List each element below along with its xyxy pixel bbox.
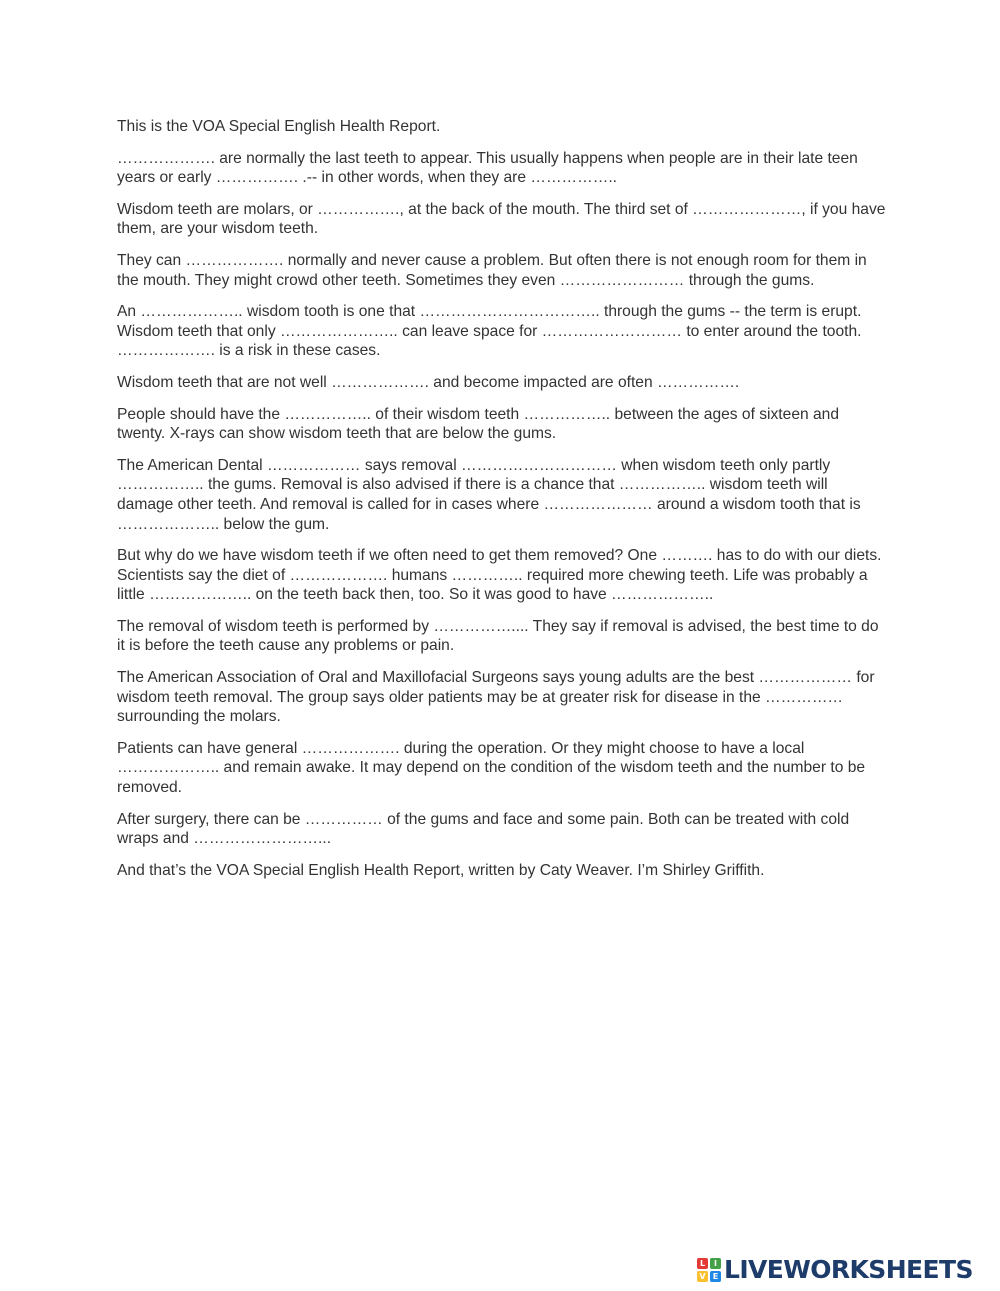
paragraph-5: Wisdom teeth that are not well ………………. and become impacted are often …………….	[117, 373, 740, 391]
paragraph-10: The American Association of Oral and Maxillofacial Surgeons says young adults are the best ……………… for wisdom teeth removal. The group says older patients may be at greater risk for disease in the …………… surrounding the molars.	[117, 669, 875, 726]
paragraph-9: The removal of wisdom teeth is performed by …………….... They say if removal is advised, the best time to do it is before the teeth cause any problems or pain.	[117, 617, 879, 655]
paragraph-4: An ……………….. wisdom tooth is one that …………………………….. through the gums -- the term is erupt. Wisdom teeth that only ………………….. can leave space for ……………………… to enter around the tooth. ………………. is a risk in these cases.	[117, 303, 862, 360]
paragraph-1: ………………. are normally the last teeth to appear. This usually happens when people are in their late teen years or early ……………. .-- in other words, when they are ……………..	[117, 149, 858, 187]
paragraph-3: They can ………………. normally and never cause a problem. But often there is not enough room for them in the mouth. They might crowd other teeth. Sometimes they even …………………… through the gums.	[117, 251, 867, 289]
paragraph-2: Wisdom teeth are molars, or ……………., at the back of the mouth. The third set of …………………, if you have them, are your wisdom teeth.	[117, 200, 886, 238]
liveworksheets-logo	[697, 1257, 973, 1283]
logo-badge-letter-e: E	[710, 1271, 721, 1282]
paragraph-6: People should have the …………….. of their wisdom teeth …………….. between the ages of sixteen and twenty. X-rays can show wisdom teeth that are below the gums.	[117, 405, 840, 443]
paragraph-intro: This is the VOA Special English Health Report.	[117, 118, 441, 135]
logo-badge-letter-l: L	[697, 1258, 708, 1269]
paragraph-7: The American Dental ……………… says removal ………………………… when wisdom teeth only partly …………….. the gums. Removal is also advised if there is a chance that …………….. wisdom teeth will damage other teeth. And removal is called for in cases where ………………… around a wisdom tooth that is ……………….. below the gum.	[117, 456, 861, 533]
logo-text: LIVEWORKSHEETS	[724, 1255, 973, 1284]
paragraph-8: But why do we have wisdom teeth if we often need to get them removed? One ………. has to do with our diets. Scientists say the diet of ………………. humans ………….. required more chewing teeth. Life was probably a little ……………….. on the teeth back then, too. So it was good to have ………………..	[117, 547, 882, 604]
paragraph-11: Patients can have general ………………. during the operation. Or they might choose to have a local ……………….. and remain awake. It may depend on the condition of the wisdom teeth and the number to be removed.	[117, 739, 866, 797]
logo-badge-icon	[697, 1258, 721, 1282]
document-body	[117, 117, 887, 892]
logo-badge-letter-v: V	[697, 1271, 708, 1282]
logo-badge-letter-i: I	[710, 1258, 721, 1269]
paragraph-outro: And that’s the VOA Special English Health Report, written by Caty Weaver. I’m Shirley Griffith.	[117, 861, 765, 879]
paragraph-12: After surgery, there can be …………… of the gums and face and some pain. Both can be treated with cold wraps and ……………………...	[117, 810, 850, 848]
